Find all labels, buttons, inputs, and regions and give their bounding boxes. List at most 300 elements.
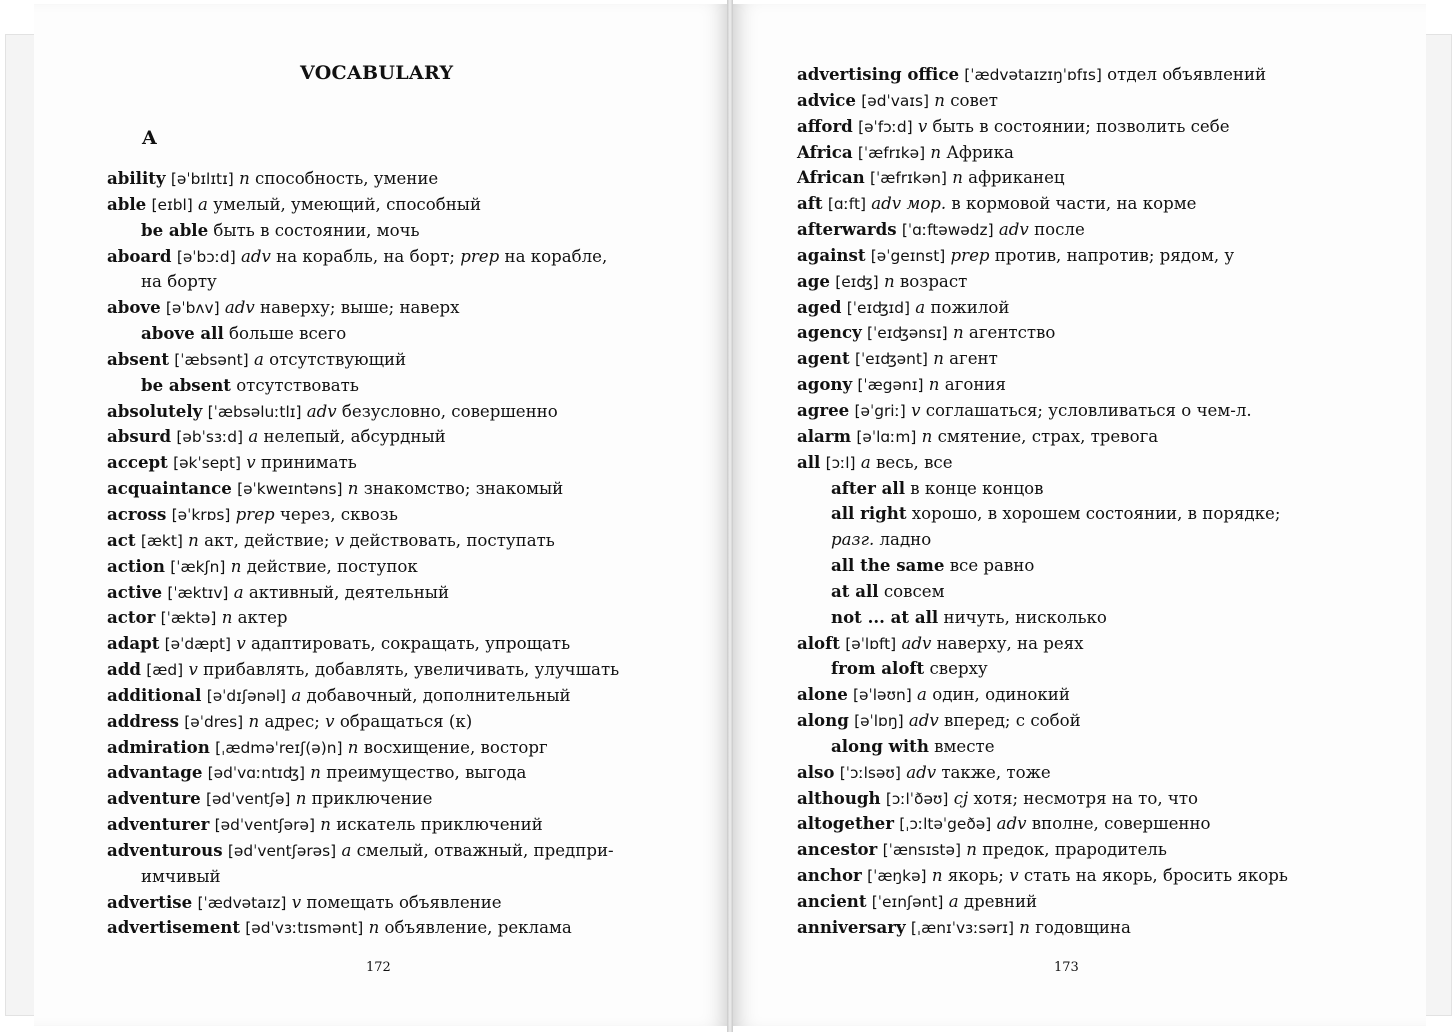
definition-text: стать на якорь, бросить якорь (1018, 866, 1288, 886)
dictionary-entry-line (107, 786, 652, 812)
dictionary-subentry-line (107, 373, 652, 399)
dictionary-entry-line (797, 295, 1342, 321)
headword: all (797, 451, 821, 472)
definition-text: знакомство; знакомый (358, 479, 564, 499)
headword: aged (797, 296, 842, 317)
dictionary-entry-line (107, 192, 652, 218)
headword: agency (797, 322, 862, 343)
definition-text: объявление, реклама (379, 918, 572, 938)
headword: adapt (107, 633, 160, 654)
part-of-speech: adv (906, 762, 937, 782)
definition-text: искатель приключений (330, 815, 543, 835)
part-of-speech: n (930, 142, 942, 162)
transcription: [ˈækʃn] (170, 557, 226, 576)
part-of-speech: a (248, 427, 259, 447)
dictionary-entry-line (107, 812, 652, 838)
book-spine (727, 0, 733, 1032)
headword: along with (831, 735, 929, 756)
dictionary-subentry-line (797, 476, 1342, 502)
definition-text: отдел объявлений (1101, 65, 1267, 84)
dictionary-entry-line (107, 502, 652, 528)
definition-text: активный, деятельный (243, 582, 450, 602)
part-of-speech: v (188, 660, 198, 680)
headword: be absent (141, 374, 231, 395)
dictionary-subentry-line (107, 269, 652, 295)
dictionary-subentry-line (797, 579, 1342, 605)
page-stack-right (1424, 34, 1452, 1016)
part-of-speech: n (931, 866, 943, 886)
dictionary-entry-line (797, 682, 1342, 708)
page-title: VOCABULARY (300, 62, 454, 84)
part-of-speech: adv (998, 220, 1029, 240)
transcription: [ˈæŋkə] (867, 867, 927, 886)
part-of-speech: n (320, 815, 331, 835)
headword: ancestor (797, 839, 878, 860)
dictionary-entry-line (107, 605, 652, 631)
dictionary-entry-line (797, 88, 1342, 114)
transcription: [ˌɔːltəˈgeðə] (899, 815, 992, 834)
part-of-speech: a (341, 840, 352, 860)
dictionary-entry-line (797, 915, 1342, 941)
headword: across (107, 503, 167, 524)
headword: action (107, 555, 165, 576)
definition-text: один, одинокий (926, 685, 1070, 705)
definition-text: предок, прародитель (976, 840, 1167, 860)
definition-text: обращаться (к) (334, 711, 473, 731)
dictionary-entry-line (107, 476, 652, 502)
definition-text: хотя; несмотря на то, что (968, 788, 1199, 808)
part-of-speech: v (917, 116, 928, 136)
part-of-speech: a (915, 297, 926, 317)
transcription: [ˈɑːftəwədz] (901, 221, 994, 240)
part-of-speech: n (230, 556, 242, 576)
definition-text: принимать (255, 453, 357, 473)
headword: age (797, 270, 830, 291)
transcription: [ədˈvɜːtɪsmənt] (245, 919, 364, 938)
definition-text: преимущество, выгода (320, 763, 527, 783)
dictionary-subentry-line (107, 218, 652, 244)
headword: be able (141, 219, 209, 240)
dictionary-subentry-line (797, 527, 1342, 553)
part-of-speech: n (952, 168, 963, 188)
part-of-speech: prep (235, 504, 275, 524)
transcription: [ˈæfrɪkən] (869, 169, 947, 188)
definition-text: через, сквозь (274, 504, 398, 524)
definition-text: больше всего (223, 324, 347, 344)
dictionary-entry-line (107, 915, 652, 941)
dictionary-entry-line (107, 683, 652, 709)
headword: agree (797, 399, 850, 420)
headword: acquaintance (107, 478, 232, 499)
headword: adventurous (107, 839, 223, 860)
dictionary-entry-line (797, 863, 1342, 889)
dictionary-entry-line (107, 528, 652, 554)
dictionary-entry-line (107, 399, 652, 425)
definition-text: ничуть, нисколько (938, 607, 1107, 627)
dictionary-entry-line (797, 217, 1342, 243)
definition-text: древний (958, 892, 1038, 911)
part-of-speech: v (291, 892, 302, 912)
transcription: [əˈdæpt] (164, 635, 232, 654)
part-of-speech: cj (953, 788, 969, 808)
dictionary-entry-line (107, 554, 652, 580)
dictionary-entry-line (107, 450, 652, 476)
definition-text: восхищение, восторг (358, 737, 548, 757)
definition-text: безусловно, совершенно (336, 401, 558, 421)
part-of-speech: n (1019, 917, 1030, 937)
transcription: [ˈeɪʤənsɪ] (867, 324, 948, 343)
section-letter: A (142, 127, 157, 149)
headword: address (107, 710, 179, 731)
page-stack-left (5, 34, 37, 1016)
definition-text: агония (939, 375, 1006, 395)
dictionary-entry-line (107, 580, 652, 606)
dictionary-entry-line (107, 244, 652, 270)
transcription: [ˈɔːlsəʊ] (839, 763, 901, 782)
headword: agony (797, 374, 853, 395)
definition-text: после (1028, 220, 1085, 240)
headword: add (107, 659, 141, 680)
dictionary-entry-line (107, 890, 652, 916)
headword: admiration (107, 736, 210, 757)
part-of-speech: n (934, 90, 945, 110)
definition-text: наверху; выше; наверх (254, 298, 460, 318)
part-of-speech: a (233, 582, 244, 602)
transcription: [əˈbʌv] (165, 299, 220, 318)
part-of-speech: prep (460, 246, 500, 266)
definition-text: быть в состоянии, мочь (208, 220, 420, 240)
transcription: [eɪbl] (151, 195, 193, 214)
transcription: [ədˈvɑːntɪʤ] (207, 764, 305, 783)
definition-text: совет (944, 90, 998, 110)
transcription: [æd] (146, 661, 184, 680)
transcription: [əˈbɪlɪtɪ] (170, 170, 234, 188)
dictionary-entry-line (797, 760, 1342, 786)
part-of-speech: adv (996, 814, 1027, 834)
headword: above (107, 297, 161, 318)
part-of-speech: n (921, 426, 933, 446)
definition-text: вместе (928, 736, 995, 756)
transcription: [əbˈsɜːd] (176, 428, 244, 447)
definition-text: возраст (894, 271, 968, 291)
definition-text: якорь; (942, 866, 1010, 886)
headword: afford (797, 115, 853, 136)
part-of-speech: adv мор. (871, 194, 947, 214)
part-of-speech: a (291, 685, 302, 705)
dictionary-entry-line (797, 631, 1342, 657)
transcription: [əˈkweɪntəns] (237, 480, 343, 499)
dictionary-entry-line (797, 837, 1342, 863)
part-of-speech: n (347, 737, 359, 757)
definition-text: вполне, совершенно (1026, 814, 1211, 834)
dictionary-entry-line (107, 838, 652, 864)
headword: additional (107, 684, 202, 705)
definition-text: прибавлять, добавлять, увеличивать, улучшать (197, 660, 620, 680)
headword: all right (831, 503, 907, 524)
headword: afterwards (797, 219, 897, 240)
right-column-entries (797, 62, 1342, 941)
headword: absent (107, 348, 169, 369)
part-of-speech: n (952, 323, 964, 343)
transcription: [ədˈvaɪs] (861, 91, 930, 110)
dictionary-entry-line (797, 398, 1342, 424)
part-of-speech: n (933, 349, 944, 369)
definition-text: также, тоже (936, 762, 1051, 782)
definition-text: агент (943, 349, 998, 369)
dictionary-entry-line (107, 424, 652, 450)
dictionary-entry-line (797, 320, 1342, 346)
part-of-speech: a (253, 349, 264, 369)
headword: Africa (797, 141, 853, 162)
headword: adventurer (107, 814, 210, 835)
part-of-speech: a (917, 685, 927, 705)
part-of-speech: n (295, 789, 307, 809)
part-of-speech: v (246, 453, 256, 473)
headword: anniversary (797, 916, 906, 937)
transcription: [əkˈsept] (173, 454, 241, 473)
dictionary-entry-line (107, 657, 652, 683)
dictionary-entry-line (797, 811, 1342, 837)
definition-text: вперед; с собой (938, 711, 1081, 731)
definition-text: хорошо, в хорошем состоянии, в порядке; (906, 504, 1281, 524)
dictionary-entry-line (797, 786, 1342, 812)
dictionary-entry-line (797, 889, 1342, 915)
dictionary-subentry-line (797, 734, 1342, 760)
dictionary-entry-line (797, 140, 1342, 166)
part-of-speech: adv (224, 298, 255, 318)
transcription: [əˈlɒft] (845, 634, 897, 653)
headword: altogether (797, 813, 894, 834)
part-of-speech: v (325, 711, 335, 731)
definition-text: способность, умение (249, 169, 439, 188)
dictionary-entry-line (797, 450, 1342, 476)
page-number-right: 173 (1054, 960, 1079, 975)
headword: African (797, 167, 865, 188)
definition-text: действовать, поступать (344, 530, 555, 550)
headword: advice (797, 89, 856, 110)
dictionary-entry-line (107, 760, 652, 786)
transcription: [eɪʤ] (835, 272, 879, 291)
transcription: [ˈæbsəluːtlɪ] (207, 402, 302, 421)
dictionary-entry-line (797, 424, 1342, 450)
definition-text: смятение, страх, тревога (932, 426, 1159, 446)
definition-text: имчивый (141, 866, 221, 886)
definition-text: ладно (874, 530, 932, 550)
definition-text: отсутствующий (263, 349, 407, 369)
part-of-speech: prep (950, 245, 990, 265)
transcription: [əˈdres] (184, 712, 244, 731)
dictionary-subentry-line (107, 864, 652, 890)
headword: although (797, 787, 881, 808)
part-of-speech: n (966, 840, 977, 860)
definition-text: на борту (141, 272, 217, 292)
left-column-entries (107, 166, 652, 941)
definition-text: нелепый, абсурдный (258, 427, 446, 447)
transcription: [ˌædməˈreɪʃ(ə)n] (215, 738, 343, 757)
definition-text: на корабль, на борт; (270, 246, 461, 266)
part-of-speech: n (248, 711, 260, 731)
transcription: [ˈægənɪ] (857, 376, 924, 395)
definition-text: быть в состоянии; позволить себе (927, 116, 1230, 136)
headword: absolutely (107, 400, 203, 421)
definition-text: в кормовой части, на корме (946, 194, 1197, 214)
headword: from aloft (831, 658, 925, 679)
dictionary-entry-line (107, 166, 652, 192)
headword: ability (107, 168, 166, 188)
headword: above all (141, 323, 224, 344)
transcription: [ˌænɪˈvɜːsərɪ] (910, 918, 1014, 937)
headword: aft (797, 193, 823, 214)
transcription: [ˈeɪʤɪd] (846, 298, 910, 317)
part-of-speech: разг. (831, 530, 875, 550)
definition-text: Африка (941, 142, 1014, 162)
transcription: [əˈlɒŋ] (854, 712, 904, 731)
transcription: [ˈeɪʤənt] (854, 350, 928, 369)
part-of-speech: n (221, 608, 233, 628)
headword: against (797, 244, 866, 265)
definition-text: все равно (944, 556, 1035, 576)
definition-text: совсем (878, 581, 945, 601)
dictionary-entry-line (797, 269, 1342, 295)
definition-text: акт, действие; (198, 530, 335, 550)
part-of-speech: v (236, 634, 246, 654)
transcription: [ˈædvətaɪzɪŋˈɒfɪs] (964, 66, 1102, 84)
definition-text: адаптировать, сокращать, упрощать (245, 634, 571, 654)
transcription: [ˈæfrɪkə] (857, 143, 926, 162)
part-of-speech: n (188, 530, 199, 550)
headword: accept (107, 452, 168, 473)
dictionary-entry-line (797, 191, 1342, 217)
part-of-speech: v (334, 530, 345, 550)
transcription: [ˈæktə] (160, 609, 217, 628)
dictionary-entry-line (107, 735, 652, 761)
definition-text: африканец (962, 168, 1065, 188)
headword: advertising office (797, 64, 960, 84)
dictionary-entry-line (797, 165, 1342, 191)
transcription: [əˈgeɪnst] (870, 246, 946, 265)
headword: along (797, 710, 849, 731)
headword: ancient (797, 891, 867, 911)
definition-text: весь, все (870, 452, 953, 472)
definition-text: против, напротив; рядом, у (989, 245, 1235, 265)
page-number-left: 172 (366, 960, 391, 975)
headword: at all (831, 580, 879, 601)
dictionary-entry-line (107, 631, 652, 657)
part-of-speech: adv (901, 633, 932, 653)
dictionary-subentry-line (797, 553, 1342, 579)
dictionary-entry-line (107, 295, 652, 321)
definition-text: пожилой (925, 297, 1010, 317)
part-of-speech: adv (908, 711, 939, 731)
transcription: [ədˈventʃə] (205, 790, 291, 809)
part-of-speech: n (883, 271, 895, 291)
transcription: [ækt] (140, 531, 183, 550)
part-of-speech: v (1009, 866, 1019, 886)
headword: active (107, 581, 163, 602)
transcription: [əˈfɔːd] (858, 117, 913, 136)
dictionary-entry-line (797, 62, 1342, 88)
transcription: [ɔːlˈðəʊ] (885, 789, 949, 808)
headword: act (107, 529, 136, 550)
part-of-speech: adv (240, 246, 271, 266)
transcription: [ˈæktɪv] (167, 583, 229, 602)
part-of-speech: n (347, 479, 359, 499)
definition-text: отсутствовать (230, 375, 359, 395)
transcription: [ˈædvətaɪz] (197, 893, 287, 912)
headword: not ... at all (831, 606, 939, 627)
dictionary-subentry-line (797, 605, 1342, 631)
part-of-speech: n (239, 169, 250, 188)
headword: agent (797, 348, 850, 369)
dictionary-entry-line (797, 708, 1342, 734)
transcription: [əˈkrɒs] (171, 505, 231, 524)
transcription: [ɑːft] (827, 195, 866, 214)
transcription: [əˈgriː] (854, 401, 906, 420)
dictionary-entry-line (797, 372, 1342, 398)
definition-text: годовщина (1029, 917, 1131, 937)
headword: advantage (107, 762, 203, 783)
part-of-speech: n (928, 375, 940, 395)
dictionary-entry-line (107, 709, 652, 735)
dictionary-subentry-line (797, 656, 1342, 682)
transcription: [ɔːl] (825, 453, 856, 472)
headword: all the same (831, 555, 945, 576)
definition-text: актер (232, 608, 288, 628)
part-of-speech: a (198, 194, 208, 214)
headword: actor (107, 607, 156, 628)
headword: advertise (107, 891, 193, 912)
transcription: [əˈləʊn] (853, 686, 912, 705)
transcription: [əˈbɔːd] (176, 247, 236, 266)
definition-text: умелый, умеющий, способный (207, 194, 482, 214)
transcription: [əˈlɑːm] (856, 427, 917, 446)
headword: also (797, 761, 835, 782)
dictionary-subentry-line (107, 321, 652, 347)
transcription: [ədˈventʃərə] (214, 816, 315, 835)
transcription: [ˈeɪnʃənt] (871, 893, 944, 911)
definition-text: в конце концов (905, 478, 1044, 498)
part-of-speech: n (368, 918, 380, 938)
headword: able (107, 193, 147, 214)
headword: advertisement (107, 917, 241, 938)
dictionary-entry-line (107, 347, 652, 373)
definition-text: добавочный, дополнительный (301, 685, 571, 705)
definition-text: агентство (963, 323, 1056, 343)
definition-text: приключение (306, 789, 433, 809)
dictionary-subentry-line (797, 501, 1342, 527)
headword: aloft (797, 632, 840, 653)
headword: anchor (797, 865, 862, 886)
part-of-speech: a (860, 452, 871, 472)
dictionary-entry-line (797, 346, 1342, 372)
transcription: [ˈæbsənt] (174, 350, 249, 369)
part-of-speech: adv (306, 401, 337, 421)
headword: absurd (107, 426, 172, 447)
headword: alone (797, 684, 848, 705)
headword: alarm (797, 425, 852, 446)
dictionary-entry-line (797, 243, 1342, 269)
transcription: [ədˈventʃərəs] (227, 841, 337, 860)
headword: aboard (107, 245, 172, 266)
definition-text: на корабле, (499, 246, 608, 266)
transcription: [əˈdɪʃənəl] (206, 686, 287, 705)
definition-text: наверху, на реях (931, 633, 1084, 653)
headword: after all (831, 477, 905, 498)
transcription: [ˈænsɪstə] (882, 841, 961, 860)
definition-text: адрес; (259, 711, 326, 731)
definition-text: соглашаться; условливаться о чем-л. (920, 400, 1252, 420)
part-of-speech: n (310, 763, 321, 783)
